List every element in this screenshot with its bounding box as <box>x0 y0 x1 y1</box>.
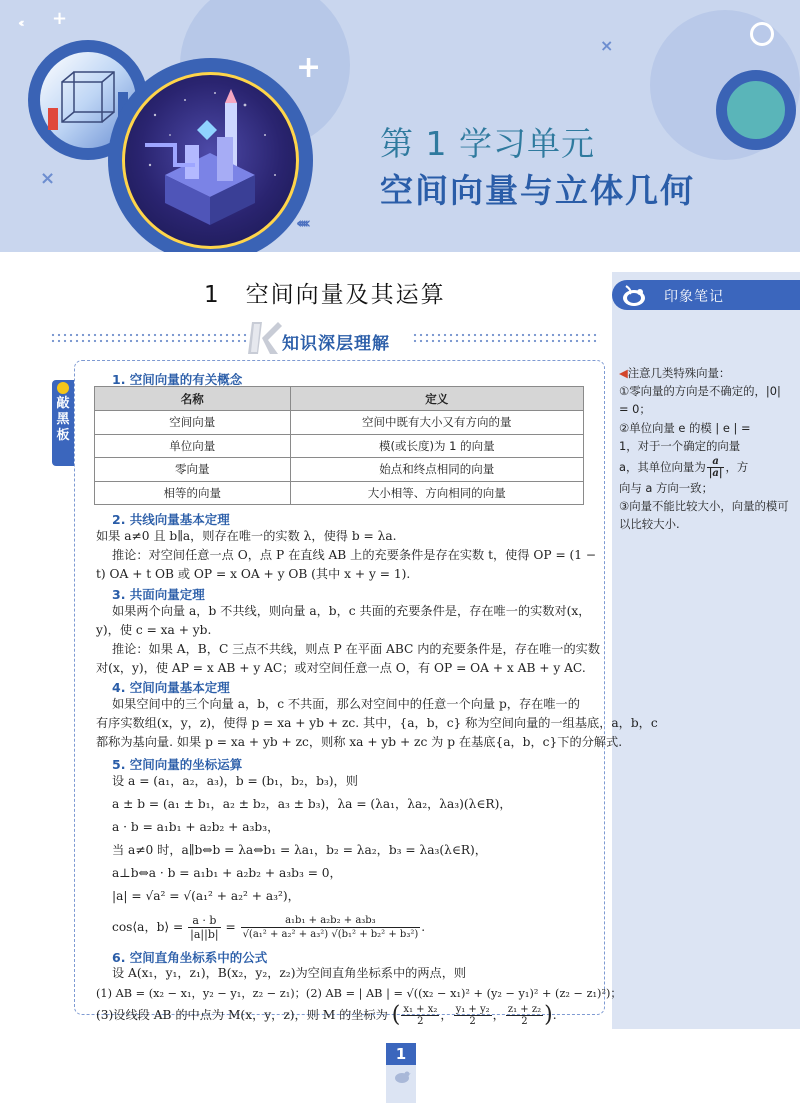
text-line: 设 a = (a₁，a₂，a₃)，b = (b₁，b₂，b₃)，则 <box>112 774 358 788</box>
heading-concepts: 1. 空间向量的有关概念 <box>112 372 243 387</box>
k-logo-icon <box>246 318 282 358</box>
text-line: 推论：如果 A，B，C 三点不共线，则点 P 在平面 ABC 内的充要条件是，存在唯一的实数 <box>112 642 601 656</box>
cosine-formula: cos⟨a，b⟩ = $\frac{a \cdot b}{|a||b|}$ = $\frac{\text{a₁b₁ + a₂b₂ + a₃b₃}}{\text{√(a₁² + a₂² + a₃²) √(b₁² + b₂² + b₃²)}}$ . <box>112 914 426 941</box>
notes-tab <box>612 280 800 310</box>
heading-cartesian: 6. 空间直角坐标系中的公式 <box>112 950 268 965</box>
bulb-icon <box>57 382 69 394</box>
bird-icon <box>393 1068 411 1084</box>
text-line: 推论：对空间任意一点 O，点 P 在直线 AB 上的充要条件是存在实数 t，使得 OP = (1 − <box>112 548 597 562</box>
chevrons-left-icon: ‹‹‹‹‹ <box>296 214 307 232</box>
module-title: 知识深层理解 <box>282 334 390 354</box>
text-line: 设 A(x₁，y₁，z₁)，B(x₂，y₂，z₂)为空间直角坐标系中的两点，则 <box>112 966 467 980</box>
chevrons-left-icon: ‹‹‹ <box>18 16 21 30</box>
unit-subtitle: 空间向量与立体几何 <box>380 171 695 210</box>
text-line: t) OA + t OB 或 OP = x OA + y OB (其中 x + y = 1). <box>96 567 411 581</box>
bird-icon <box>620 282 648 308</box>
decor-circle <box>716 70 796 150</box>
heading-coords: 5. 空间向量的坐标运算 <box>112 757 243 772</box>
dotted-divider <box>412 332 600 344</box>
section-title: 1 空间向量及其运算 <box>204 282 446 308</box>
text-line: |a| = √a² = √(a₁² + a₂² + a₃²)， <box>112 889 300 903</box>
page-number: 1 <box>386 1043 416 1065</box>
text-line: 如果 a≠0 且 b∥a，则存在唯一的实数 λ，使得 b = λa. <box>96 529 397 543</box>
plus-icon: + <box>52 8 68 29</box>
text-line: 对(x，y)，使 AP = x AB + y AC；或对空间任意一点 O，有 OP = OA + x AB + y AC. <box>96 661 586 675</box>
text-line: a ± b = (a₁ ± b₁，a₂ ± b₂，a₃ ± b₃)，λa = (λa₁，λa₂，λa₃)(λ∈R)， <box>112 797 512 811</box>
heading-coplanar: 3. 共面向量定理 <box>112 587 205 602</box>
close-icon: × <box>40 168 56 189</box>
text-line: a⊥b⇔a · b = a₁b₁ + a₂b₂ + a₃b₃ = 0， <box>112 866 342 880</box>
midpoint-formula: (3)设线段 AB 的中点为 M(x，y，z)，则 M 的坐标为 ( $\frac{\text{x₁ + x₂}}{2}$ ， $\frac{\text{y₁ + y₂}}{2}$ ， $\frac{\text{z₁ + z₂}}{2}$ ). <box>96 1002 557 1028</box>
castle-illustration <box>122 72 299 249</box>
text-line: 有序实数组(x，y，z)，使得 p = xa + yb + zc. 其中，{a，b，c} 称为空间向量的一组基底，a，b，c <box>96 716 658 730</box>
text-line: 如果两个向量 a，b 不共线，则向量 a，b，c 共面的充要条件是，存在唯一的实数对(x， <box>112 604 591 618</box>
text-line: 如果空间中的三个向量 a，b，c 不共面，那么对空间中的任意一个向量 p，存在唯一的 <box>112 697 580 711</box>
key-point-badge: 敲黑板 <box>52 380 74 466</box>
unit-title: 第 1 学习单元 <box>380 124 595 163</box>
text-line: (1) AB = (x₂ − x₁，y₂ − y₁，z₂ − z₁)；(2) AB = | AB | = √((x₂ − x₁)² + (y₂ − y₁)² + (z₂ − z₁)²)； <box>96 987 622 1000</box>
close-icon: × <box>600 36 614 55</box>
text-line: y)，使 c = xa + yb. <box>96 623 212 637</box>
triangle-left-icon: ◀ <box>619 366 628 380</box>
decor-ring <box>750 22 774 46</box>
unit-vector-fraction: $\frac{a}{|a|}$ <box>708 456 723 480</box>
sidebar-note: ◀注意几类特殊向量： ①零向量的方向是不确定的，|0| = 0； ②单位向量 e 的模 | e | = 1，对于一个确定的向量 a，其单位向量为 $\frac{a}{|a|}$ ，方 向与 a 方向一致； ③向量不能比较大小，向量的模可以比较大小. <box>619 366 789 532</box>
dotted-divider <box>50 332 250 344</box>
text-line: a · b = a₁b₁ + a₂b₂ + a₃b₃， <box>112 820 280 834</box>
heading-basis: 4. 空间向量基本定理 <box>112 680 230 695</box>
heading-collinear: 2. 共线向量基本定理 <box>112 512 230 527</box>
table-header-row: 名称 定义 <box>95 387 584 411</box>
text-line: 都称为基向量. 如果 p = xa + yb + zc，则称 xa + yb + zc 为 p 在基底{a，b，c}下的分解式. <box>96 735 623 749</box>
notes-tab-label: 印象笔记 <box>664 289 724 305</box>
table-row: 相等的向量 大小相等、方向相同的向量 <box>95 481 584 505</box>
table-row: 零向量 始点和终点相同的向量 <box>95 458 584 482</box>
table-row: 空间向量 空间中既有大小又有方向的量 <box>95 411 584 435</box>
text-line: 当 a≠0 时，a∥b⇔b = λa⇔b₁ = λa₁，b₂ = λa₂，b₃ = λa₃(λ∈R)， <box>112 843 487 857</box>
table-row: 单位向量 模(或长度)为 1 的向量 <box>95 434 584 458</box>
chapter-banner <box>0 0 800 252</box>
plus-icon: + <box>296 50 322 85</box>
concepts-table <box>94 386 584 505</box>
